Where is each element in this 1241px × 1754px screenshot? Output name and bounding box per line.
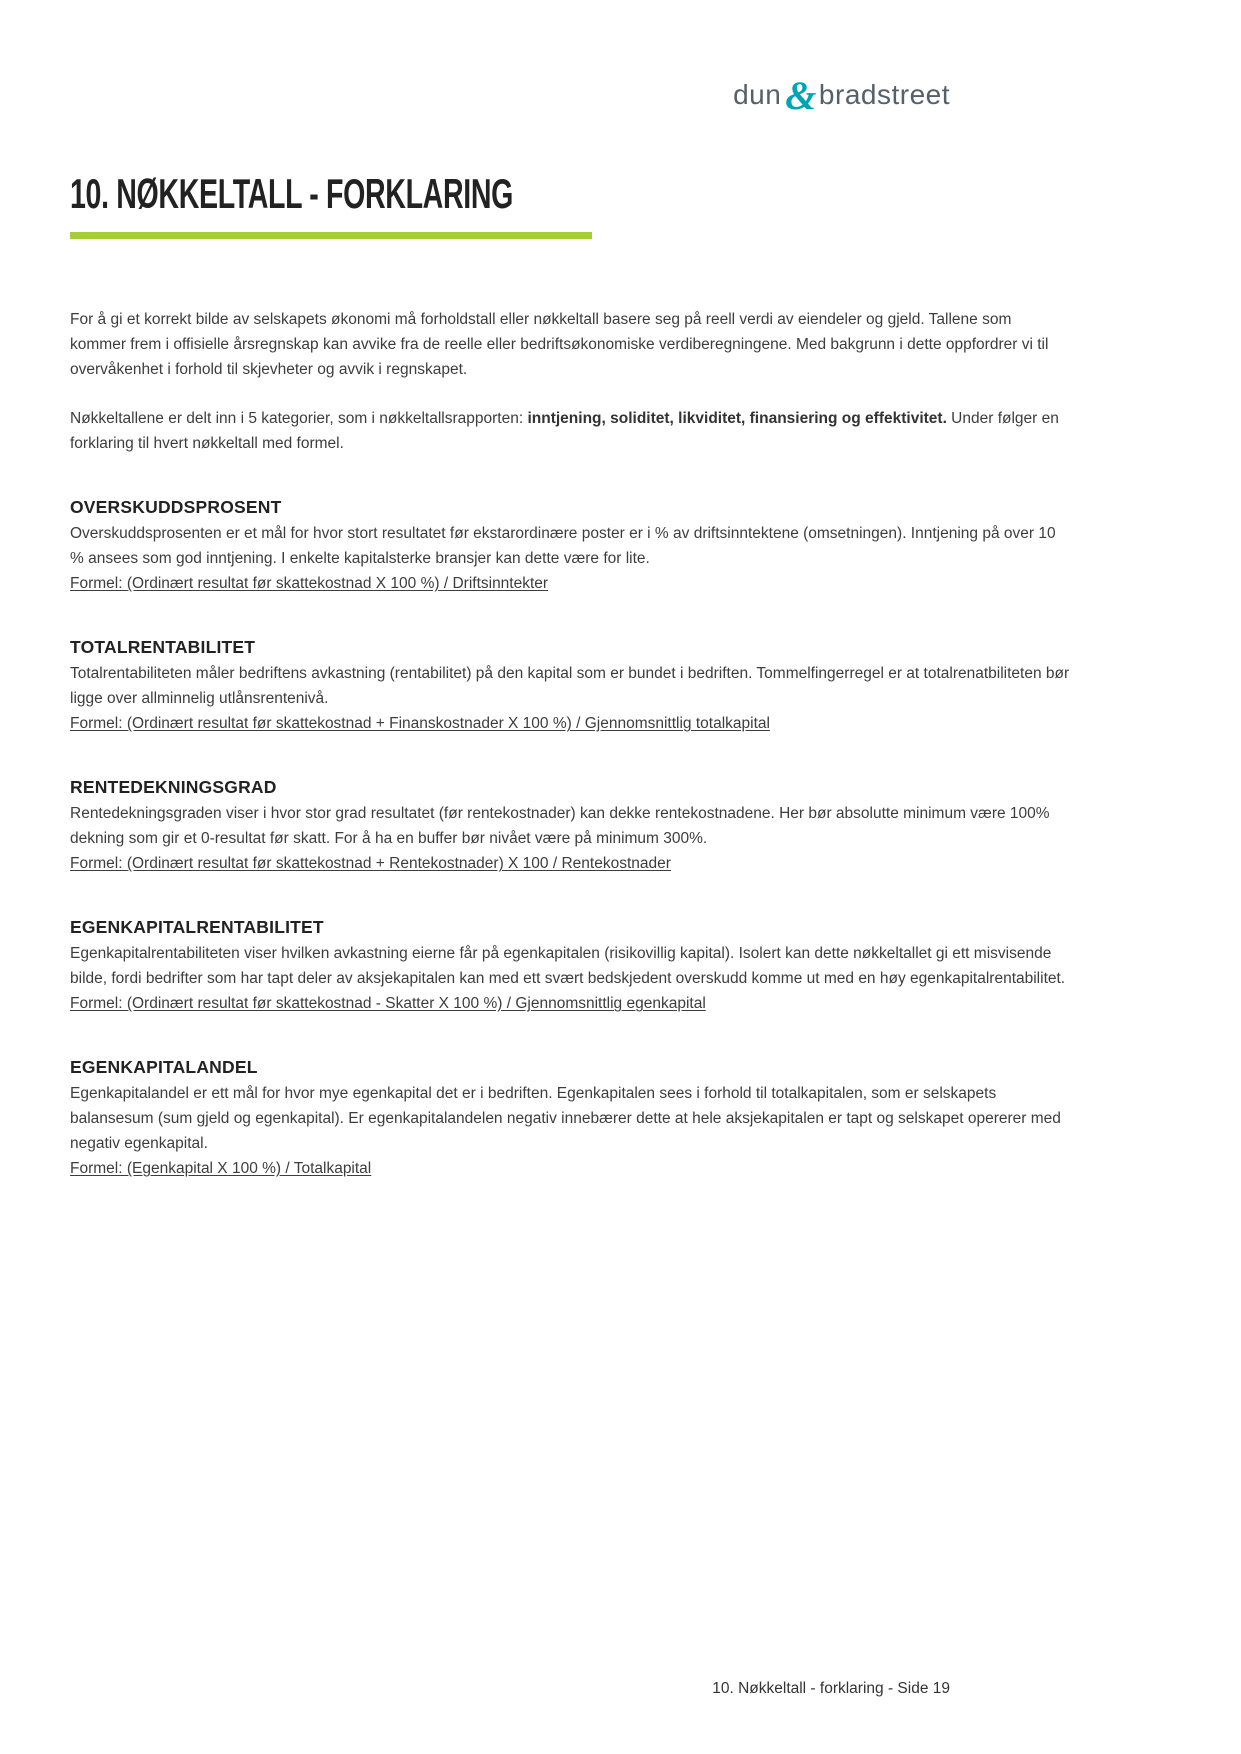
- section-formula: Formel: (Ordinært resultat før skattekostnad + Rentekostnader) X 100 / Rentekostnader: [70, 855, 671, 872]
- section-overskuddsprosent: [70, 496, 1070, 596]
- logo-text-bradstreet: bradstreet: [818, 79, 950, 110]
- section-heading: EGENKAPITALANDEL: [70, 1057, 258, 1077]
- section-body: Egenkapitalandel er ett mål for hvor mye egenkapital det er i bedriften. Egenkapitalen sees i forhold til totalkapitalen, som er selskapets balansesum (sum gjeld og egenkapital). Er egenkapitalandelen negativ innebærer dette at hele aksjekapitalen er tapt og selskapet opererer med negativ egenkapital.: [70, 1085, 1061, 1152]
- logo-ampersand-icon: &: [785, 73, 817, 118]
- section-body: Totalrentabiliteten måler bedriftens avkastning (rentabilitet) på den kapital som er bundet i bedriften. Tommelfingerregel er at totalrenatbiliteten bør ligge over allminnelig utlånsrentenivå.: [70, 665, 1070, 707]
- logo-text-dun: dun: [733, 79, 782, 110]
- section-egenkapitalrentabilitet: [70, 916, 1070, 1016]
- section-heading: EGENKAPITALRENTABILITET: [70, 917, 324, 937]
- section-formula: Formel: (Egenkapital X 100 %) / Totalkapital: [70, 1160, 372, 1177]
- intro-paragraph-1: For å gi et korrekt bilde av selskapets økonomi må forholdstall eller nøkkeltall basere seg på reell verdi av eiendeler og gjeld. Tallene som kommer frem i offisielle årsregnskap kan avvike fra de reelle eller bedriftsøkonomiske verdiberegningene. Med bakgrunn i dette oppfordrer vi til overvåkenhet i forhold til skjevheter og avvik i regnskapet.: [70, 311, 1049, 378]
- intro-paragraph-2-suffix: Under følger en forklaring til hvert nøkkeltall med formel.: [70, 410, 1059, 452]
- page-title: 10. NØKKELTALL - FORKLARING: [70, 170, 514, 217]
- section-rentedekningsgrad: [70, 776, 1070, 876]
- section-body: Overskuddsprosenten er et mål for hvor stort resultatet før ekstarordinære poster er i % av driftsinntektene (omsetningen). Inntjening på over 10 % ansees som god inntjening. I enkelte kapitalsterke bransjer kan dette være for lite.: [70, 525, 1056, 567]
- section-heading: OVERSKUDDSPROSENT: [70, 497, 282, 517]
- section-body: Egenkapitalrentabiliteten viser hvilken avkastning eierne får på egenkapitalen (risikovillig kapital). Isolert kan dette nøkkeltallet gi ett misvisende bilde, fordi bedrifter som har tapt deler av aksjekapitalen kan med ett svært bedskjedent overskudd komme ut med en høy egenkapitalrentabilitet.: [70, 945, 1066, 987]
- section-heading: RENTEDEKNINGSGRAD: [70, 777, 277, 797]
- intro-paragraph-2: [70, 406, 1070, 456]
- intro-paragraph-2-categories: inntjening, soliditet, likviditet, finansiering og effektivitet.: [527, 410, 947, 427]
- section-formula: Formel: (Ordinært resultat før skattekostnad X 100 %) / Driftsinntekter: [70, 575, 549, 592]
- section-heading: TOTALRENTABILITET: [70, 637, 256, 657]
- section-egenkapitalandel: [70, 1056, 1070, 1181]
- section-formula: Formel: (Ordinært resultat før skattekostnad + Finanskostnader X 100 %) / Gjennomsnittlig totalkapital: [70, 715, 770, 732]
- section-formula: Formel: (Ordinært resultat før skattekostnad - Skatter X 100 %) / Gjennomsnittlig egenkapital: [70, 995, 706, 1012]
- page-footer: 10. Nøkkeltall - forklaring - Side 19: [712, 1680, 950, 1697]
- intro-paragraph-2-prefix: Nøkkeltallene er delt inn i 5 kategorier, som i nøkkeltallsrapporten:: [70, 410, 528, 427]
- title-accent-bar: [70, 232, 592, 239]
- section-totalrentabilitet: [70, 636, 1070, 736]
- section-body: Rentedekningsgraden viser i hvor stor grad resultatet (før rentekostnader) kan dekke rentekostnadene. Her bør absolutte minimum være 100% dekning som gir et 0-resultat før skatt. For å ha en buffer bør nivået være på minimum 300%.: [70, 805, 1050, 847]
